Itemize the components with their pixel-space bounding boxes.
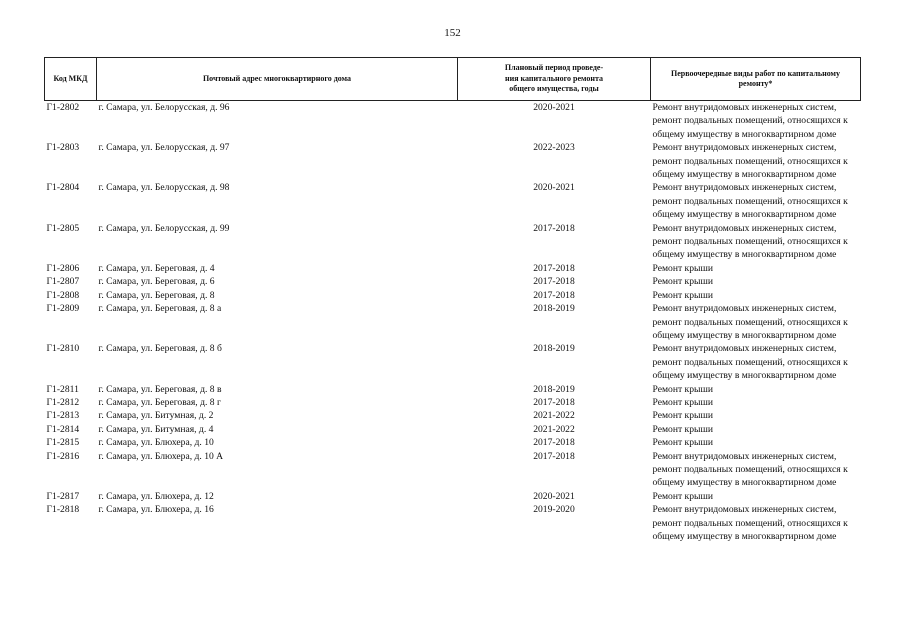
table-row [45, 302, 861, 342]
table-row [45, 222, 861, 262]
works-line: Ремонт внутридомовых инженерных систем, [652, 222, 837, 234]
works-cell [651, 409, 861, 422]
period-cell: 2018-2019 [533, 383, 575, 395]
address-cell: г. Самара, ул. Береговая, д. 8 б [98, 343, 222, 355]
period-cell: 2020-2021 [533, 490, 575, 502]
works-cell [651, 490, 861, 503]
mkd-code-cell: Г1-2803 [46, 142, 80, 154]
works-line: Ремонт крыши [652, 490, 713, 502]
table-body [45, 101, 861, 544]
works-line: ремонт подвальных помещений, относящихся к [652, 236, 848, 248]
mkd-table [44, 57, 861, 543]
table-row [45, 450, 861, 490]
works-cell [651, 383, 861, 396]
works-cell [651, 450, 861, 490]
works-line: Ремонт внутридомовых инженерных систем, [652, 142, 837, 154]
works-cell [651, 262, 861, 275]
works-line: Ремонт внутридомовых инженерных систем, [652, 182, 837, 194]
works-line: ремонт подвальных помещений, относящихся к [652, 115, 848, 127]
table-row [45, 423, 861, 436]
works-cell [651, 302, 861, 342]
period-cell: 2018-2019 [533, 343, 575, 355]
works-cell [651, 503, 861, 543]
mkd-code-cell: Г1-2817 [46, 490, 80, 502]
period-cell: 2019-2020 [533, 504, 575, 516]
period-cell: 2017-2018 [533, 276, 575, 288]
header-address: Почтовый адрес многоквартирного дома [97, 58, 458, 101]
period-cell: 2020-2021 [533, 182, 575, 194]
table-row [45, 342, 861, 382]
works-line: общему имуществу в многоквартирном доме [652, 531, 837, 542]
works-cell [651, 141, 861, 181]
header-period-line: общего имущества, годы [509, 84, 599, 94]
address-cell: г. Самара, ул. Береговая, д. 4 [98, 262, 215, 274]
header-works-line: Первоочередные виды работ по капитальному [670, 68, 840, 78]
works-line: общему имуществу в многоквартирном доме [652, 169, 837, 181]
works-line: Ремонт крыши [652, 262, 713, 274]
works-line: ремонт подвальных помещений, относящихся к [652, 316, 848, 328]
header-period-line: ния капитального ремонта [505, 73, 603, 83]
works-line: Ремонт внутридомовых инженерных систем, [652, 343, 837, 355]
table-row [45, 141, 861, 181]
works-line: Ремонт внутридомовых инженерных систем, [652, 504, 837, 516]
table-row [45, 262, 861, 275]
works-line: Ремонт внутридомовых инженерных систем, [652, 102, 837, 113]
address-cell: г. Самара, ул. Белорусская, д. 96 [98, 102, 230, 113]
works-cell [651, 289, 861, 302]
table-row [45, 409, 861, 422]
address-cell: г. Самара, ул. Белорусская, д. 98 [98, 182, 230, 194]
works-line: ремонт подвальных помещений, относящихся к [652, 155, 848, 167]
table-row [45, 101, 861, 142]
period-cell: 2018-2019 [533, 303, 575, 315]
works-line: Ремонт крыши [652, 410, 713, 422]
table-row [45, 396, 861, 409]
mkd-code-cell: Г1-2806 [46, 262, 80, 274]
header-works [651, 58, 861, 101]
period-cell: 2020-2021 [533, 102, 575, 113]
works-cell [651, 342, 861, 382]
works-line: общему имуществу в многоквартирном доме [652, 209, 837, 221]
address-cell: г. Самара, ул. Блюхера, д. 10 А [98, 450, 224, 462]
table-row [45, 436, 861, 449]
table-row [45, 181, 861, 221]
table-row [45, 383, 861, 396]
period-cell: 2017-2018 [533, 437, 575, 449]
works-line: общему имуществу в многоквартирном доме [652, 370, 837, 382]
works-cell [651, 181, 861, 221]
table-header [45, 58, 861, 101]
address-cell: г. Самара, ул. Блюхера, д. 10 [98, 437, 214, 449]
mkd-code-cell: Г1-2810 [46, 343, 80, 355]
address-cell: г. Самара, ул. Блюхера, д. 12 [98, 490, 214, 502]
address-cell: г. Самара, ул. Береговая, д. 8 г [98, 396, 221, 408]
address-cell: г. Самара, ул. Белорусская, д. 99 [98, 222, 230, 234]
table-row [45, 275, 861, 288]
period-cell: 2021-2022 [533, 410, 575, 422]
period-cell: 2021-2022 [533, 423, 575, 435]
works-line: общему имуществу в многоквартирном доме [652, 477, 837, 489]
works-line: Ремонт внутридомовых инженерных систем, [652, 450, 837, 462]
works-line: ремонт подвальных помещений, относящихся к [652, 356, 848, 368]
mkd-code-cell: Г1-2804 [46, 182, 80, 194]
works-line: общему имуществу в многоквартирном доме [652, 249, 837, 261]
page-number: 152 [444, 27, 461, 39]
works-line: Ремонт крыши [652, 396, 713, 408]
address-cell: г. Самара, ул. Береговая, д. 8 в [98, 383, 222, 395]
works-line: Ремонт крыши [652, 437, 713, 449]
works-line: Ремонт крыши [652, 383, 713, 395]
address-cell: г. Самара, ул. Битумная, д. 4 [98, 423, 214, 435]
address-cell: г. Самара, ул. Береговая, д. 8 [98, 289, 215, 301]
mkd-code-cell: Г1-2807 [46, 276, 80, 288]
mkd-code-cell: Г1-2812 [46, 396, 80, 408]
mkd-code-cell: Г1-2815 [46, 437, 80, 449]
period-cell: 2022-2023 [533, 142, 575, 154]
mkd-code-cell: Г1-2813 [46, 410, 80, 422]
mkd-code-cell: Г1-2809 [46, 303, 80, 315]
works-line: Ремонт крыши [652, 276, 713, 288]
works-line: ремонт подвальных помещений, относящихся к [652, 195, 848, 207]
address-cell: г. Самара, ул. Береговая, д. 6 [98, 276, 215, 288]
mkd-code-cell: Г1-2814 [46, 423, 80, 435]
header-period-line: Плановый период проведе- [504, 63, 604, 73]
works-line: ремонт подвальных помещений, относящихся к [652, 517, 848, 529]
table-row [45, 490, 861, 503]
header-period [458, 58, 651, 101]
works-line: Ремонт крыши [652, 423, 713, 435]
header-code: Код МКД [45, 58, 97, 101]
works-line: общему имуществу в многоквартирном доме [652, 329, 837, 341]
mkd-code-cell: Г1-2802 [46, 102, 80, 113]
mkd-code-cell: Г1-2811 [46, 383, 79, 395]
address-cell: г. Самара, ул. Береговая, д. 8 а [98, 303, 222, 315]
address-cell: г. Самара, ул. Битумная, д. 2 [98, 410, 214, 422]
mkd-code-cell: Г1-2805 [46, 222, 80, 234]
period-cell: 2017-2018 [533, 289, 575, 301]
table-row [45, 503, 861, 543]
works-cell [651, 423, 861, 436]
mkd-code-cell: Г1-2816 [46, 450, 80, 462]
mkd-code-cell: Г1-2808 [46, 289, 80, 301]
header-works-line: ремонту* [738, 79, 773, 88]
works-line: Ремонт крыши [652, 289, 713, 301]
works-cell [651, 396, 861, 409]
address-cell: г. Самара, ул. Блюхера, д. 16 [98, 504, 214, 516]
mkd-code-cell: Г1-2818 [46, 504, 80, 516]
address-cell: г. Самара, ул. Белорусская, д. 97 [98, 142, 230, 154]
period-cell: 2017-2018 [533, 450, 575, 462]
works-line: ремонт подвальных помещений, относящихся к [652, 463, 848, 475]
works-line: общему имуществу в многоквартирном доме [652, 128, 837, 140]
works-cell [651, 101, 861, 142]
period-cell: 2017-2018 [533, 262, 575, 274]
table-row [45, 289, 861, 302]
header-row [45, 58, 861, 101]
works-cell [651, 222, 861, 262]
period-cell: 2017-2018 [533, 222, 575, 234]
works-cell [651, 436, 861, 449]
works-line: Ремонт внутридомовых инженерных систем, [652, 303, 837, 315]
works-cell [651, 275, 861, 288]
period-cell: 2017-2018 [533, 396, 575, 408]
